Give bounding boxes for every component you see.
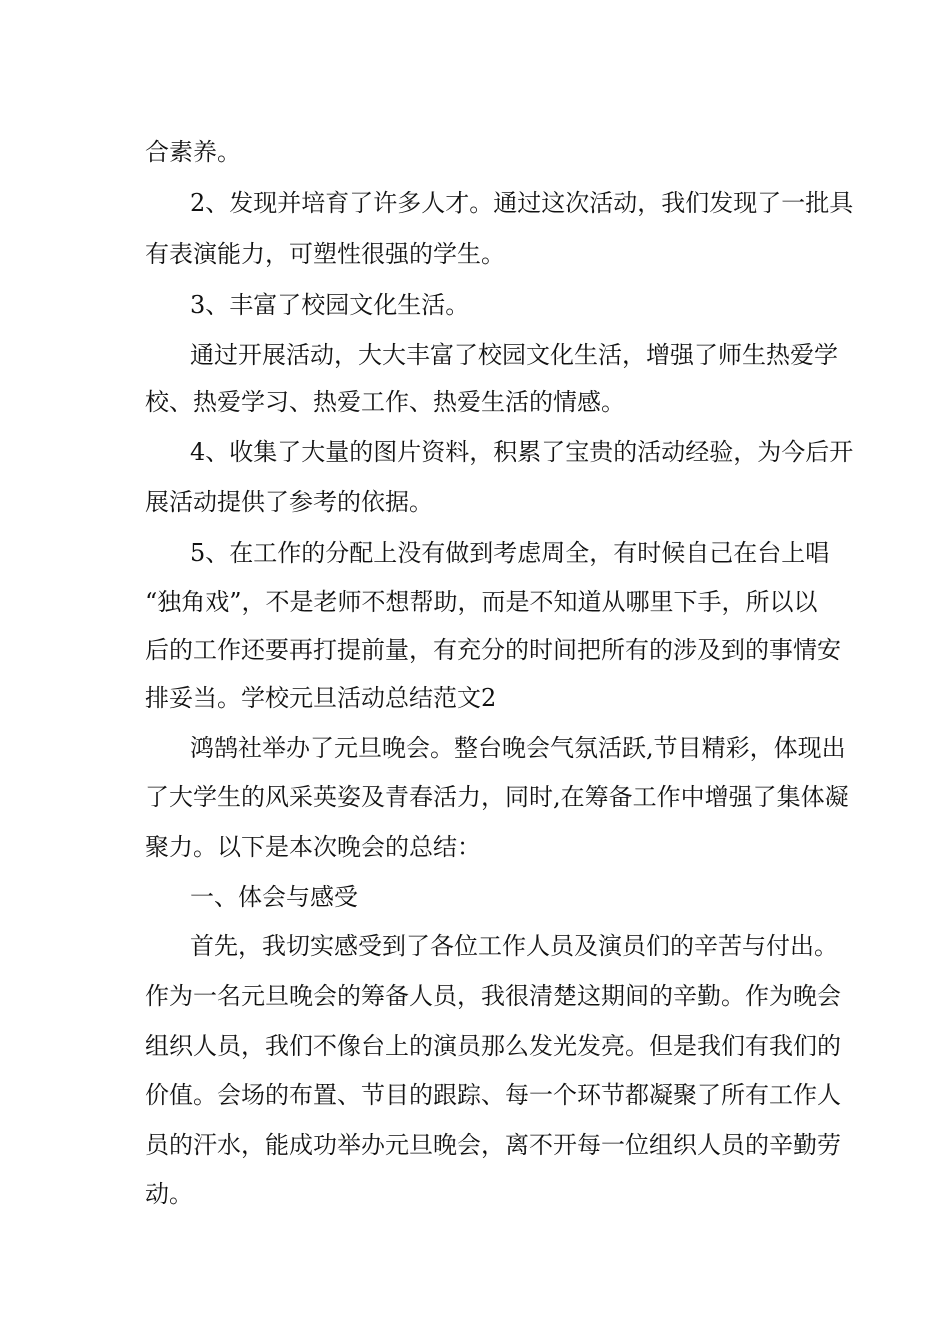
text-line: 有表演能力，可塑性很强的学生。 — [145, 240, 505, 268]
text-line: 校、热爱学习、热爱工作、热爱生活的情感。 — [145, 388, 625, 416]
text-line: 动。 — [145, 1180, 193, 1208]
text-line: 首先，我切实感受到了各位工作人员及演员们的辛苦与付出。 — [190, 932, 838, 960]
text-line: 员的汗水，能成功举办元旦晚会，离不开每一位组织人员的辛勤劳 — [145, 1131, 841, 1159]
text-line: 排妥当。学校元旦活动总结范文2 — [145, 684, 497, 712]
text-line: 鸿鹄社举办了元旦晚会。整台晚会气氛活跃,节目精彩，体现出 — [190, 734, 846, 762]
text-line: 了大学生的风采英姿及青春活力，同时,在筹备工作中增强了集体凝 — [145, 783, 849, 811]
text-line: 组织人员，我们不像台上的演员那么发光发亮。但是我们有我们的 — [145, 1032, 841, 1060]
text-line: 3、丰富了校园文化生活。 — [190, 291, 470, 319]
text-line: 一、体会与感受 — [190, 883, 358, 911]
text-line: 后的工作还要再打提前量，有充分的时间把所有的涉及到的事情安 — [145, 636, 841, 664]
text-line: 5、在工作的分配上没有做到考虑周全，有时候自己在台上唱 — [190, 539, 830, 567]
text-line: 价值。会场的布置、节目的跟踪、每一个环节都凝聚了所有工作人 — [145, 1081, 841, 1109]
text-line: 4、收集了大量的图片资料，积累了宝贵的活动经验，为今后开 — [190, 438, 854, 466]
text-line: 2、发现并培育了许多人才。通过这次活动，我们发现了一批具 — [190, 189, 854, 217]
text-line: “独角戏”，不是老师不想帮助，而是不知道从哪里下手，所以以 — [145, 588, 818, 616]
text-line: 展活动提供了参考的依据。 — [145, 488, 433, 516]
text-line: 作为一名元旦晚会的筹备人员，我很清楚这期间的辛勤。作为晚会 — [145, 982, 841, 1010]
text-line: 通过开展活动，大大丰富了校园文化生活，增强了师生热爱学 — [190, 341, 838, 369]
text-line: 合素养。 — [145, 138, 241, 166]
text-line: 聚力。以下是本次晚会的总结： — [145, 833, 481, 861]
